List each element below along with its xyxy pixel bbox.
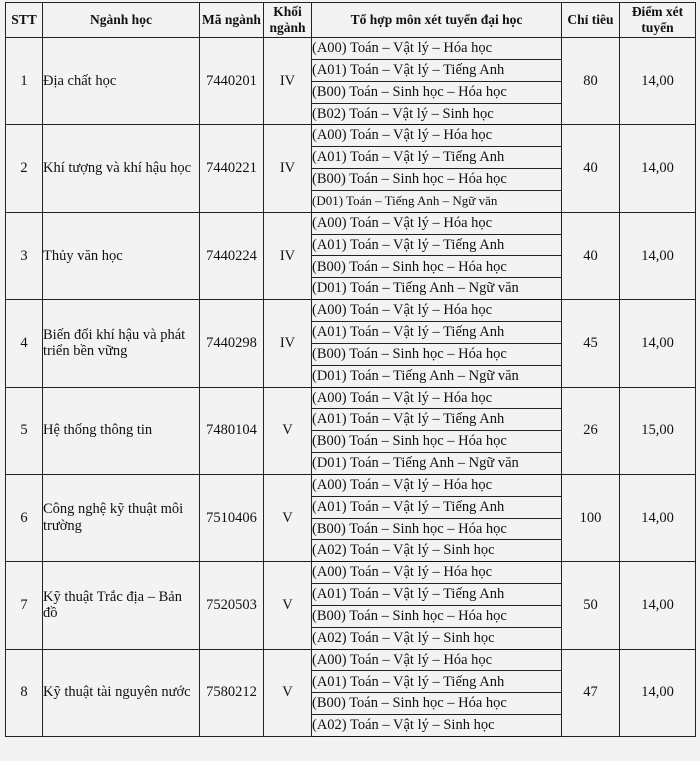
- table-header: [6, 3, 696, 38]
- major-block: V: [264, 474, 312, 561]
- admission-score: 14,00: [620, 38, 696, 125]
- subject-combination: (A01) Toán – Vật lý – Tiếng Anh: [312, 584, 562, 606]
- quota-value: 40: [562, 212, 620, 299]
- subject-combination: (A02) Toán – Vật lý – Sinh học: [312, 715, 562, 737]
- major-code: 7520503: [200, 562, 264, 649]
- table-row: [6, 38, 696, 60]
- subject-combination: (A00) Toán – Vật lý – Hóa học: [312, 212, 562, 234]
- quota-value: 50: [562, 562, 620, 649]
- header-row: [6, 3, 696, 38]
- header-stt: STT: [6, 3, 43, 38]
- row-stt: 8: [6, 649, 43, 736]
- subject-combination: (B00) Toán – Sinh học – Hóa học: [312, 256, 562, 278]
- quota-value: 45: [562, 300, 620, 387]
- subject-combination: (B02) Toán – Vật lý – Sinh học: [312, 103, 562, 125]
- header-quota: Chỉ tiêu: [562, 3, 620, 38]
- subject-combination: (D01) Toán – Tiếng Anh – Ngữ văn: [312, 278, 562, 300]
- subject-combination: (D01) Toán – Tiếng Anh – Ngữ văn: [312, 365, 562, 387]
- subject-combination: (A00) Toán – Vật lý – Hóa học: [312, 474, 562, 496]
- major-name: Công nghệ kỹ thuật môi trường: [43, 474, 200, 561]
- major-name: Kỹ thuật tài nguyên nước: [43, 649, 200, 736]
- major-name: Hệ thống thông tin: [43, 387, 200, 474]
- major-code: 7440201: [200, 38, 264, 125]
- subject-combination: (A00) Toán – Vật lý – Hóa học: [312, 649, 562, 671]
- row-stt: 7: [6, 562, 43, 649]
- table-body: [6, 38, 696, 737]
- major-code: 7580212: [200, 649, 264, 736]
- row-stt: 6: [6, 474, 43, 561]
- major-block: V: [264, 387, 312, 474]
- major-code: 7480104: [200, 387, 264, 474]
- major-name: Biến đổi khí hậu và phát triển bền vững: [43, 300, 200, 387]
- quota-value: 100: [562, 474, 620, 561]
- major-code: 7440224: [200, 212, 264, 299]
- major-block: IV: [264, 125, 312, 212]
- row-stt: 3: [6, 212, 43, 299]
- admission-score: 14,00: [620, 649, 696, 736]
- row-stt: 1: [6, 38, 43, 125]
- subject-combination: (B00) Toán – Sinh học – Hóa học: [312, 693, 562, 715]
- admission-score: 14,00: [620, 474, 696, 561]
- subject-combination: (B00) Toán – Sinh học – Hóa học: [312, 343, 562, 365]
- major-block: IV: [264, 300, 312, 387]
- row-stt: 5: [6, 387, 43, 474]
- subject-combination: (A01) Toán – Vật lý – Tiếng Anh: [312, 409, 562, 431]
- subject-combination: (D01) Toán – Tiếng Anh – Ngữ văn: [312, 453, 562, 475]
- admission-score: 15,00: [620, 387, 696, 474]
- subject-combination: (A00) Toán – Vật lý – Hóa học: [312, 125, 562, 147]
- subject-combination: (A01) Toán – Vật lý – Tiếng Anh: [312, 59, 562, 81]
- admission-score: 14,00: [620, 300, 696, 387]
- table-row: [6, 474, 696, 496]
- major-name: Thủy văn học: [43, 212, 200, 299]
- header-combos: Tổ hợp môn xét tuyển đại học: [312, 3, 562, 38]
- subject-combination: (A00) Toán – Vật lý – Hóa học: [312, 38, 562, 60]
- major-code: 7440298: [200, 300, 264, 387]
- major-block: IV: [264, 38, 312, 125]
- major-block: V: [264, 562, 312, 649]
- quota-value: 40: [562, 125, 620, 212]
- table-row: [6, 649, 696, 671]
- major-name: Kỹ thuật Trắc địa – Bản đồ: [43, 562, 200, 649]
- subject-combination: (B00) Toán – Sinh học – Hóa học: [312, 431, 562, 453]
- quota-value: 26: [562, 387, 620, 474]
- subject-combination: (A02) Toán – Vật lý – Sinh học: [312, 627, 562, 649]
- table-row: [6, 300, 696, 322]
- table-row: [6, 212, 696, 234]
- header-major: Ngành học: [43, 3, 200, 38]
- row-stt: 4: [6, 300, 43, 387]
- major-name: Khí tượng và khí hậu học: [43, 125, 200, 212]
- admission-score: 14,00: [620, 125, 696, 212]
- subject-combination: (B00) Toán – Sinh học – Hóa học: [312, 605, 562, 627]
- major-name: Địa chất học: [43, 38, 200, 125]
- table-row: [6, 387, 696, 409]
- subject-combination: (B00) Toán – Sinh học – Hóa học: [312, 81, 562, 103]
- admission-score: 14,00: [620, 562, 696, 649]
- subject-combination: (A00) Toán – Vật lý – Hóa học: [312, 300, 562, 322]
- quota-value: 47: [562, 649, 620, 736]
- subject-combination: (A00) Toán – Vật lý – Hóa học: [312, 387, 562, 409]
- subject-combination: (A01) Toán – Vật lý – Tiếng Anh: [312, 147, 562, 169]
- subject-combination: (A02) Toán – Vật lý – Sinh học: [312, 540, 562, 562]
- header-score: Điểm xét tuyển: [620, 3, 696, 38]
- quota-value: 80: [562, 38, 620, 125]
- subject-combination: (A00) Toán – Vật lý – Hóa học: [312, 562, 562, 584]
- header-code: Mã ngành: [200, 3, 264, 38]
- row-stt: 2: [6, 125, 43, 212]
- subject-combination: (A01) Toán – Vật lý – Tiếng Anh: [312, 321, 562, 343]
- subject-combination: (A01) Toán – Vật lý – Tiếng Anh: [312, 671, 562, 693]
- subject-combination: (A01) Toán – Vật lý – Tiếng Anh: [312, 496, 562, 518]
- subject-combination: (A01) Toán – Vật lý – Tiếng Anh: [312, 234, 562, 256]
- subject-combination: (B00) Toán – Sinh học – Hóa học: [312, 169, 562, 191]
- subject-combination: (D01) Toán – Tiếng Anh – Ngữ văn: [312, 190, 562, 212]
- table-row: [6, 562, 696, 584]
- major-code: 7440221: [200, 125, 264, 212]
- admission-score: 14,00: [620, 212, 696, 299]
- table-row: [6, 125, 696, 147]
- major-code: 7510406: [200, 474, 264, 561]
- major-block: IV: [264, 212, 312, 299]
- header-block: Khối ngành: [264, 3, 312, 38]
- major-block: V: [264, 649, 312, 736]
- admission-table: [5, 2, 696, 737]
- subject-combination: (B00) Toán – Sinh học – Hóa học: [312, 518, 562, 540]
